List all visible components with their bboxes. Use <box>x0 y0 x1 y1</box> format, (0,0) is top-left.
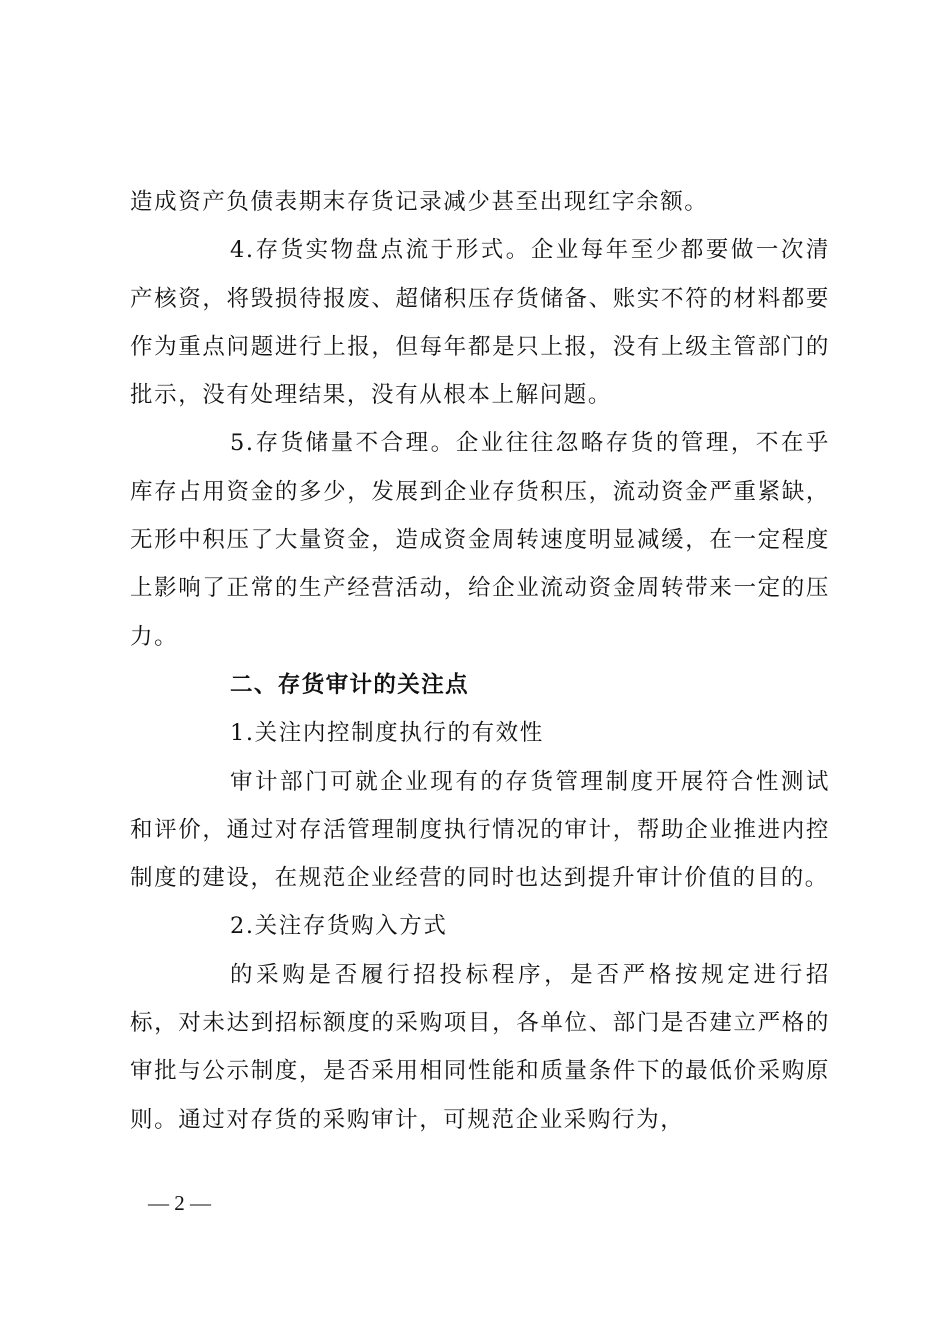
document-body <box>130 178 830 1144</box>
paragraph-item-4: 4.存货实物盘点流于形式。企业每年至少都要做一次清产核资，将毁损待报废、超储积压存货储备、账实不符的材料都要作为重点问题进行上报，但每年都是只上报，没有上级主管部门的批示，没有处理结果，没有从根本上解问题。 <box>130 237 830 409</box>
paragraph-procurement: 的采购是否履行招投标程序，是否严格按规定进行招标，对未达到招标额度的采购项目，各单位、部门是否建立严格的审批与公示制度，是否采用相同性能和质量条件下的最低价采购原则。通过对存货的采购审计，可规范企业采购行为， <box>130 961 830 1133</box>
section-heading: 二、存货审计的关注点 <box>230 671 470 698</box>
paragraph-item-5: 5.存货储量不合理。企业往往忽略存货的管理，不在乎库存占用资金的多少，发展到企业存货积压，流动资金严重紧缺，无形中积压了大量资金，造成资金周转速度明显减缓，在一定程度上影响了正常的生产经营活动，给企业流动资金周转带来一定的压力。 <box>130 430 830 650</box>
paragraph-continuation: 造成资产负债表期末存货记录减少甚至出现红字余额。 <box>130 189 709 215</box>
subheading-1: 1.关注内控制度执行的有效性 <box>230 720 544 747</box>
paragraph-internal-control: 审计部门可就企业现有的存货管理制度开展符合性测试和评价，通过对存活管理制度执行情况的审计，帮助企业推进内控制度的建设，在规范企业经营的同时也达到提升审计价值的目的。 <box>130 768 830 892</box>
subheading-2: 2.关注存货购入方式 <box>230 913 448 940</box>
page-number: — 2 — <box>148 1191 211 1215</box>
